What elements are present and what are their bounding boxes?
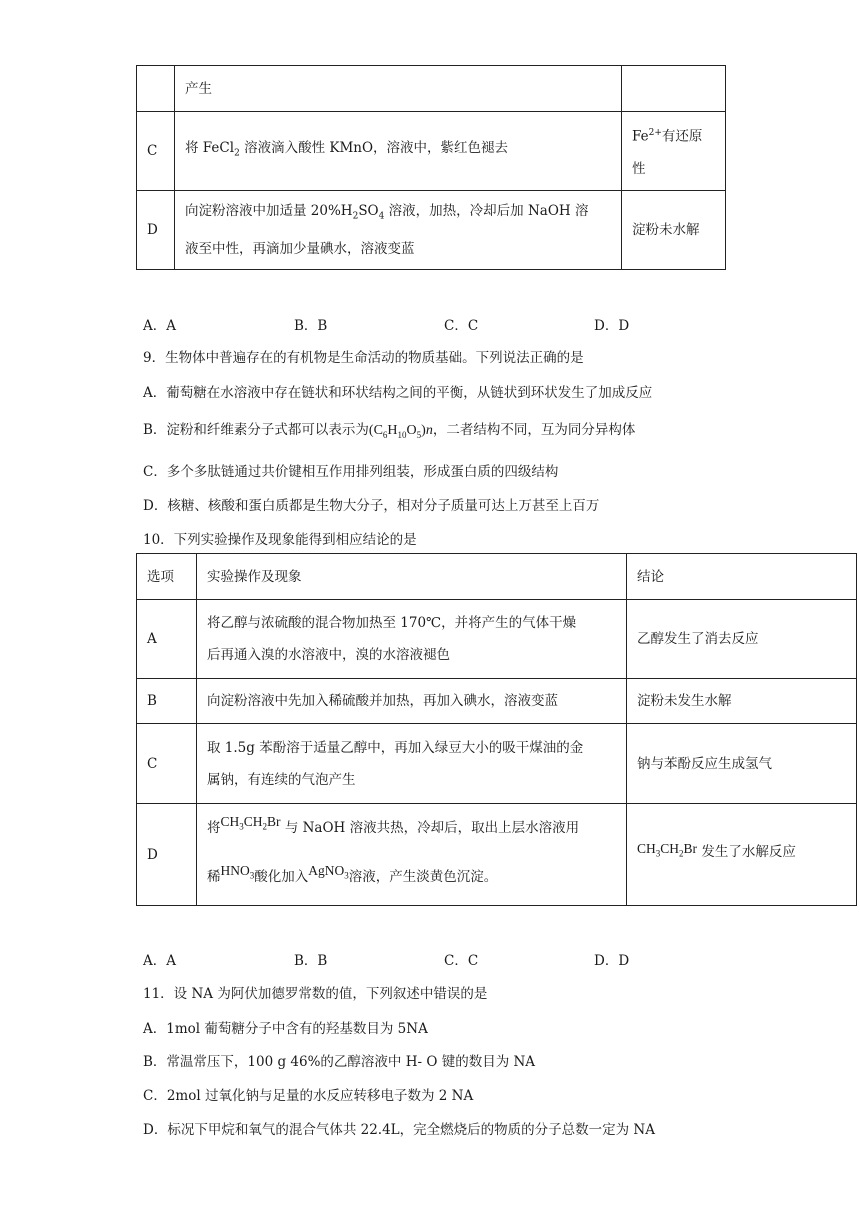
cell-conclusion: [622, 66, 726, 112]
cell-letter: [137, 66, 175, 112]
option-a[interactable]: A．A: [143, 318, 176, 334]
table-row: [137, 191, 726, 270]
question-11-option-d[interactable]: D．标况下甲烷和氧气的混合气体共 22.4L，完全燃烧后的物质的分子总数一定为 NA: [143, 1122, 655, 1138]
question-11-option-c[interactable]: C．2mol 过氧化钠与足量的水反应转移电子数为 2 NA: [143, 1088, 474, 1104]
table-row: [137, 112, 726, 191]
cell-letter: C: [137, 112, 175, 191]
formula-bromoethane: $CH_3CH_2Br$: [637, 841, 698, 859]
cell-letter: B: [137, 679, 197, 724]
question-11-option-a[interactable]: A．1mol 葡萄糖分子中含有的羟基数目为 5NA: [143, 1021, 428, 1037]
table-row: [137, 724, 857, 804]
formula-silver-nitrate: AgNO$_3$: [308, 862, 349, 881]
answer-options-q10: [143, 949, 743, 969]
option-d[interactable]: D．D: [594, 953, 630, 969]
answer-options-q8: [143, 314, 743, 334]
table-row: [137, 804, 857, 906]
header-operation: 实验操作及现象: [197, 554, 627, 600]
question-11-option-b[interactable]: B．常温常压下，100 g 46%的乙醇溶液中 H- O 键的数目为 NA: [143, 1054, 536, 1070]
question-9-option-d[interactable]: D．核糖、核酸和蛋白质都是生物大分子，相对分子质量可达上万甚至上百万: [143, 498, 600, 514]
cell-operation: 将$CH_3CH_2Br$ 与 NaOH 溶液共热，冷却后，取出上层水溶液用 稀$HNO_3$酸化加入AgNO$_3$溶液，产生淡黄色沉淀。: [197, 804, 627, 906]
cell-conclusion: 淀粉未发生水解: [627, 679, 857, 724]
table-row: [137, 66, 726, 112]
cell-letter: A: [137, 600, 197, 679]
cell-letter: D: [137, 191, 175, 270]
cell-operation: 产生: [175, 66, 622, 112]
option-a[interactable]: A．A: [143, 953, 176, 969]
formula-nitric-acid: $HNO_3$: [220, 862, 255, 881]
question-9-option-a[interactable]: A．葡萄糖在水溶液中存在链状和环状结构之间的平衡，从链状到环状发生了加成反应: [143, 385, 653, 401]
table-question-8: [136, 65, 726, 270]
cell-letter: C: [137, 724, 197, 804]
cell-conclusion: 钠与苯酚反应生成氢气: [627, 724, 857, 804]
option-b[interactable]: B．B: [294, 953, 328, 969]
question-9-option-b[interactable]: B．淀粉和纤维素分子式都可以表示为$(C_6H_{10}O_5)n$，二者结构不同，互为同分异构体: [143, 422, 636, 440]
question-11-stem: 11．设 NA 为阿伏加德罗常数的值，下列叙述中错误的是: [143, 986, 488, 1002]
header-conclusion: 结论: [627, 554, 857, 600]
cell-conclusion: $Fe^{2+}$有还原 性: [622, 112, 726, 191]
question-9-option-c[interactable]: C．多个多肽链通过共价键相互作用排列组装，形成蛋白质的四级结构: [143, 464, 559, 480]
question-10-stem: 10．下列实验操作及现象能得到相应结论的是: [143, 532, 417, 548]
formula-bromoethane: $CH_3CH_2Br$: [220, 813, 281, 832]
option-c[interactable]: C．C: [444, 318, 479, 334]
formula-starch: $(C_6H_{10}O_5)n$: [368, 423, 433, 440]
option-c[interactable]: C．C: [444, 953, 479, 969]
question-9-stem: 9．生物体中普遍存在的有机物是生命活动的物质基础。下列说法正确的是: [143, 350, 584, 366]
table-row: [137, 600, 857, 679]
cell-operation: 将 FeCl$_2$ 溶液滴入酸性 KMnO，溶液中，紫红色褪去: [175, 112, 622, 191]
table-row: [137, 679, 857, 724]
cell-conclusion: 乙醇发生了消去反应: [627, 600, 857, 679]
option-b[interactable]: B．B: [294, 318, 328, 334]
cell-conclusion: $CH_3CH_2Br$ 发生了水解反应: [627, 804, 857, 906]
table-header-row: [137, 554, 857, 600]
cell-operation: 取 1.5g 苯酚溶于适量乙醇中，再加入绿豆大小的吸干煤油的金 属钠，有连续的气泡产生: [197, 724, 627, 804]
table-question-10: [136, 553, 857, 906]
cell-letter: D: [137, 804, 197, 906]
header-option: 选项: [137, 554, 197, 600]
cell-operation: 将乙醇与浓硫酸的混合物加热至 170℃，并将产生的气体干燥 后再通入溴的水溶液中，溴的水溶液褪色: [197, 600, 627, 679]
cell-conclusion: 淀粉未水解: [622, 191, 726, 270]
cell-operation: 向淀粉溶液中先加入稀硫酸并加热，再加入碘水，溶液变蓝: [197, 679, 627, 724]
cell-operation: 向淀粉溶液中加适量 $20\%H_2SO_4$ 溶液，加热，冷却后加 NaOH 溶 液至中性，再滴加少量碘水，溶液变蓝: [175, 191, 622, 270]
option-d[interactable]: D．D: [594, 318, 630, 334]
